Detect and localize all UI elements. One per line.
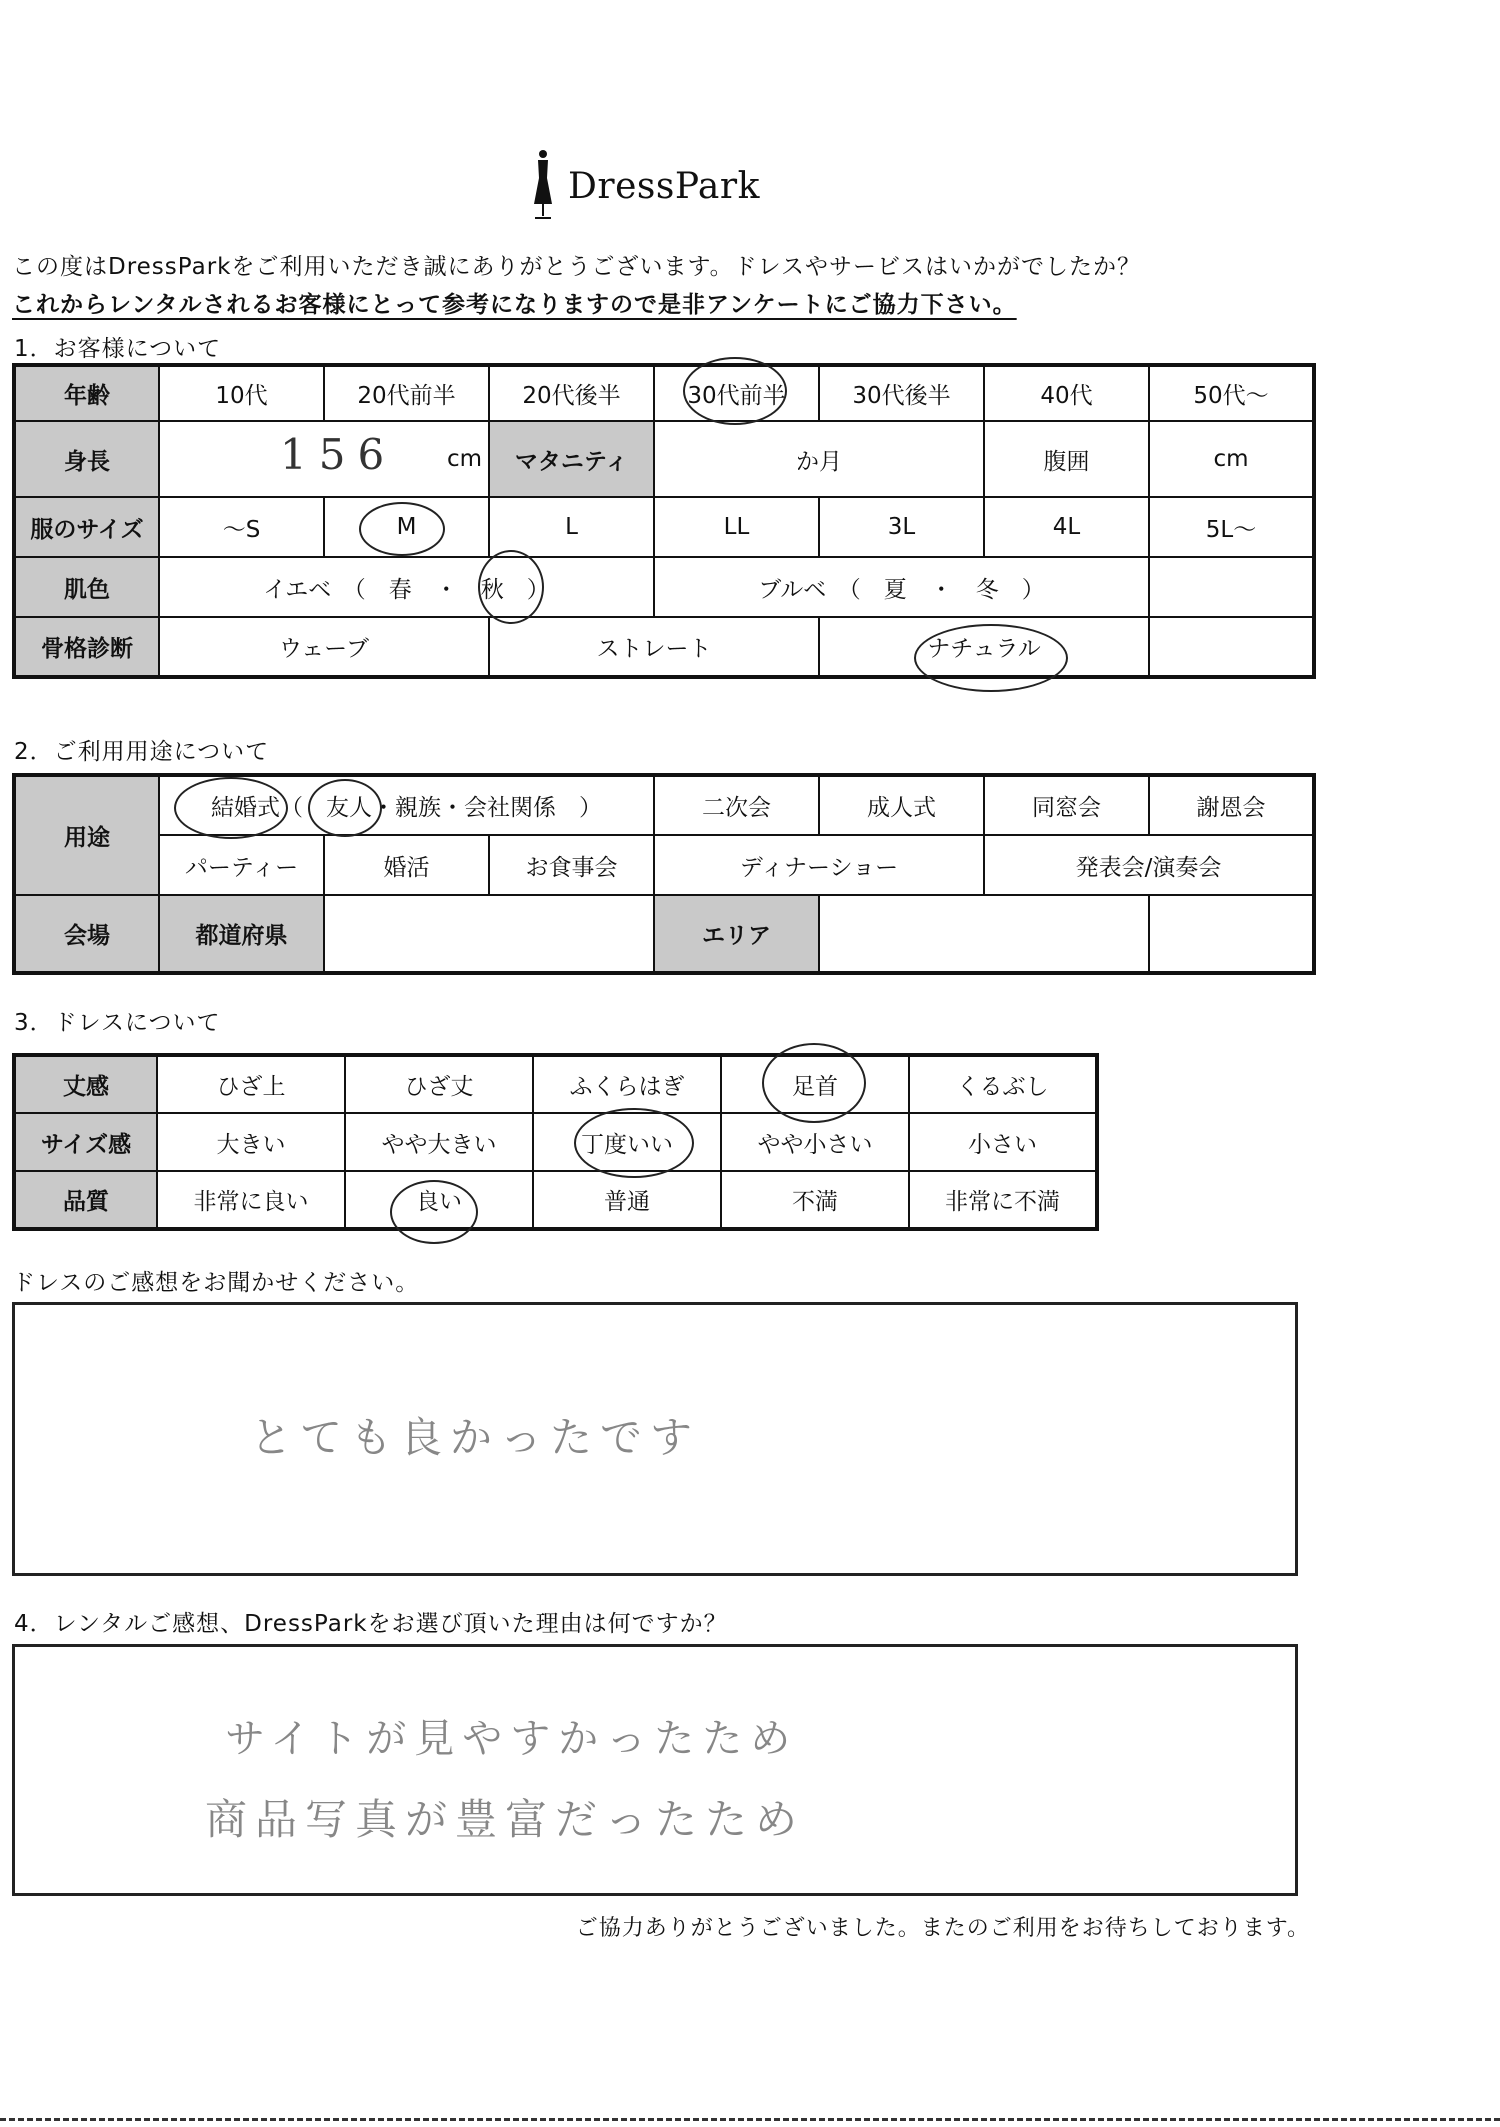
empty-cell xyxy=(1149,617,1314,677)
length-calf[interactable]: ふくらはぎ xyxy=(533,1055,721,1113)
intro-line-2: これからレンタルされるお客様にとって参考になりますので是非アンケートにご協力下さい。 xyxy=(12,292,1017,318)
age-option-early-30s-label: 30代前半 xyxy=(687,383,786,409)
purpose-recital[interactable]: 発表会/演奏会 xyxy=(984,835,1314,895)
quality-good-label: 良い xyxy=(416,1189,462,1215)
selection-circle xyxy=(390,1180,478,1244)
age-option-late-30s[interactable]: 30代後半 xyxy=(819,365,984,421)
age-option-50s[interactable]: 50代～ xyxy=(1149,365,1314,421)
purpose-konkatsu[interactable]: 婚活 xyxy=(324,835,489,895)
purpose-wedding[interactable] xyxy=(159,775,654,835)
dress-icon xyxy=(528,148,558,224)
maternity-label: マタニティ xyxy=(489,421,654,497)
size-option-ll[interactable]: LL xyxy=(654,497,819,557)
age-label: 年齢 xyxy=(14,365,159,421)
skin-yellow-text: イエベ （ 春 ・ 秋 ） xyxy=(263,576,550,603)
prefecture-field[interactable] xyxy=(324,895,654,973)
area-label: エリア xyxy=(654,895,819,973)
section-4-title: 4．レンタルご感想、DressParkをお選び頂いた理由は何ですか？ xyxy=(14,1611,728,1637)
age-option-early-30s[interactable] xyxy=(654,365,819,421)
section-1-title: 1．お客様について xyxy=(14,336,222,362)
frame-option-natural[interactable] xyxy=(819,617,1149,677)
size-option-3l[interactable]: 3L xyxy=(819,497,984,557)
fit-slightly-small[interactable]: やや小さい xyxy=(721,1113,909,1171)
footer-thanks: ご協力ありがとうございました。またのご利用をお待ちしております。 xyxy=(575,1916,1310,1941)
empty-cell xyxy=(1149,557,1314,617)
usage-table xyxy=(12,773,1316,975)
length-below-ankle[interactable]: くるぶし xyxy=(909,1055,1097,1113)
frame-option-natural-label: ナチュラル xyxy=(927,636,1041,662)
maternity-months-field[interactable]: か月 xyxy=(654,421,984,497)
fit-slightly-large[interactable]: やや大きい xyxy=(345,1113,533,1171)
section-2-title: 2．ご利用用途について xyxy=(14,739,270,765)
height-label: 身長 xyxy=(14,421,159,497)
purpose-party[interactable]: パーティー xyxy=(159,835,324,895)
length-label: 丈感 xyxy=(14,1055,157,1113)
skin-blue-option[interactable]: ブルベ （ 夏 ・ 冬 ） xyxy=(654,557,1149,617)
purpose-after-party[interactable]: 二次会 xyxy=(654,775,819,835)
reason-comment-box[interactable] xyxy=(12,1644,1298,1896)
age-option-10s[interactable]: 10代 xyxy=(159,365,324,421)
size-option-4l[interactable]: 4L xyxy=(984,497,1149,557)
empty-cell xyxy=(1149,895,1314,973)
size-option-5l[interactable]: 5L～ xyxy=(1149,497,1314,557)
waist-label: 腹囲 xyxy=(984,421,1149,497)
length-ankle[interactable] xyxy=(721,1055,909,1113)
selection-circle xyxy=(914,624,1068,692)
dress-comment-text: とても良かったです xyxy=(250,1413,701,1462)
fit-small[interactable]: 小さい xyxy=(909,1113,1097,1171)
size-option-m[interactable] xyxy=(324,497,489,557)
selection-circle xyxy=(174,777,288,839)
selection-circle xyxy=(762,1043,866,1123)
page-bottom-divider xyxy=(0,2118,1500,2121)
dress-comment-box[interactable] xyxy=(12,1302,1298,1576)
customer-table xyxy=(12,363,1316,679)
section-3-title: 3．ドレスについて xyxy=(14,1010,221,1036)
length-knee[interactable]: ひざ丈 xyxy=(345,1055,533,1113)
quality-normal[interactable]: 普通 xyxy=(533,1171,721,1229)
purpose-dinner-show[interactable]: ディナーショー xyxy=(654,835,984,895)
size-option-m-label: M xyxy=(396,514,417,540)
frame-label: 骨格診断 xyxy=(14,617,159,677)
dress-table xyxy=(12,1053,1099,1231)
purpose-wedding-text: 結婚式（ 友人・親族・会社関係 ） xyxy=(211,795,602,821)
frame-option-straight[interactable]: ストレート xyxy=(489,617,819,677)
selection-circle xyxy=(308,779,382,837)
venue-label: 会場 xyxy=(14,895,159,973)
selection-circle xyxy=(478,550,544,624)
height-field[interactable] xyxy=(159,421,489,497)
length-above-knee[interactable]: ひざ上 xyxy=(157,1055,345,1113)
frame-option-wave[interactable]: ウェーブ xyxy=(159,617,489,677)
brand-logo xyxy=(528,146,760,226)
size-label: 服のサイズ xyxy=(14,497,159,557)
length-ankle-label: 足首 xyxy=(792,1074,838,1100)
brand-name: DressPark xyxy=(568,165,760,207)
age-option-early-20s[interactable]: 20代前半 xyxy=(324,365,489,421)
purpose-label: 用途 xyxy=(14,775,159,895)
quality-very-dissatisfied[interactable]: 非常に不満 xyxy=(909,1171,1097,1229)
purpose-coming-of-age[interactable]: 成人式 xyxy=(819,775,984,835)
skin-label: 肌色 xyxy=(14,557,159,617)
fit-just-right[interactable] xyxy=(533,1113,721,1171)
fit-label: サイズ感 xyxy=(14,1113,157,1171)
height-value: 156 xyxy=(280,430,397,479)
prefecture-label: 都道府県 xyxy=(159,895,324,973)
size-option-s[interactable]: ～S xyxy=(159,497,324,557)
fit-large[interactable]: 大きい xyxy=(157,1113,345,1171)
waist-unit[interactable]: cm xyxy=(1149,421,1314,497)
reason-comment-line-2: 商品写真が豊富だったため xyxy=(205,1795,806,1844)
purpose-dinner[interactable]: お食事会 xyxy=(489,835,654,895)
area-field[interactable] xyxy=(819,895,1149,973)
selection-circle xyxy=(574,1108,694,1178)
age-option-late-20s[interactable]: 20代後半 xyxy=(489,365,654,421)
quality-label: 品質 xyxy=(14,1171,157,1229)
purpose-thanks-party[interactable]: 謝恩会 xyxy=(1149,775,1314,835)
dress-comment-prompt: ドレスのご感想をお聞かせください。 xyxy=(12,1270,420,1296)
intro-line-1: この度はDressParkをご利用いただき誠にありがとうございます。ドレスやサービスはいかがでしたか？ xyxy=(12,254,1141,280)
purpose-reunion[interactable]: 同窓会 xyxy=(984,775,1149,835)
skin-yellow-option[interactable] xyxy=(159,557,654,617)
selection-circle xyxy=(683,357,787,425)
selection-circle xyxy=(359,502,445,556)
fit-just-right-label: 丁度いい xyxy=(581,1131,673,1158)
age-option-40s[interactable]: 40代 xyxy=(984,365,1149,421)
height-unit: cm xyxy=(446,446,482,472)
reason-comment-line-1: サイトが見やすかったため xyxy=(225,1716,799,1762)
size-option-l[interactable]: L xyxy=(489,497,654,557)
quality-good[interactable] xyxy=(345,1171,533,1229)
quality-dissatisfied[interactable]: 不満 xyxy=(721,1171,909,1229)
quality-very-good[interactable]: 非常に良い xyxy=(157,1171,345,1229)
